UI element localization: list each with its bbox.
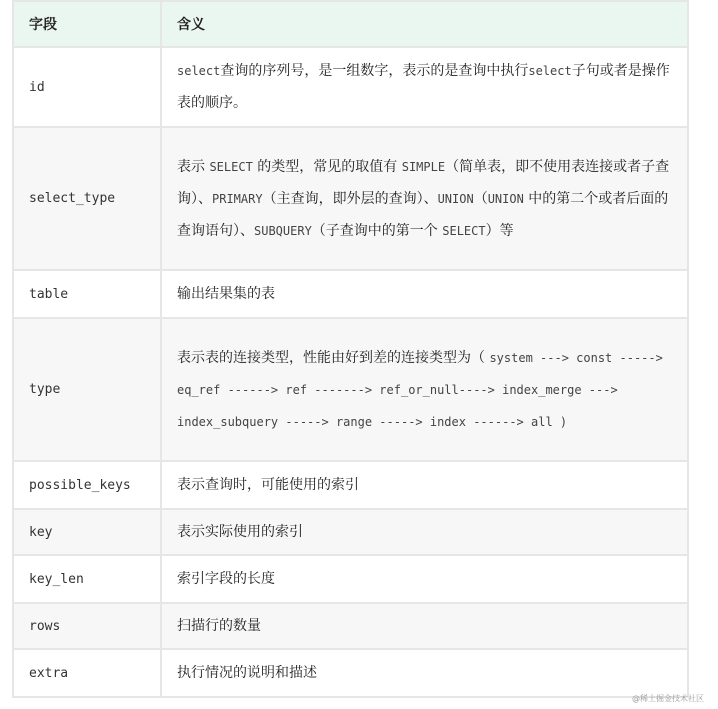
field-cell: rows xyxy=(13,603,161,649)
meaning-text: 中的第二个或者后面的查询语句）、 xyxy=(177,190,669,239)
field-cell: type xyxy=(13,318,161,461)
table-row-id xyxy=(13,47,688,127)
field-cell: key xyxy=(13,509,161,555)
meaning-cell: 扫描行的数量 xyxy=(161,603,688,649)
header-field: 字段 xyxy=(13,1,161,47)
meaning-text: （简单表，即不使用表连接或者子查询）、 xyxy=(177,158,670,207)
table-row-extra xyxy=(13,649,688,697)
meaning-text: 的类型，常见的取值有 xyxy=(252,158,402,175)
code-union: UNION xyxy=(487,191,524,206)
meaning-text: 表示 xyxy=(177,158,210,175)
field-table-wrapper xyxy=(12,0,687,698)
code-join-types: system ---> const -----> eq_ref ------> ref -------> ref_or_null----> index_merge ---> index_subquery -----> range -----> index ------> all ) xyxy=(177,350,663,429)
field-cell: id xyxy=(13,47,161,127)
meaning-cell xyxy=(161,127,688,270)
code-simple: SIMPLE xyxy=(401,159,446,174)
code-select: select xyxy=(177,64,221,78)
code-subquery: SUBQUERY xyxy=(254,223,312,238)
meaning-cell xyxy=(161,47,688,127)
field-cell: possible_keys xyxy=(13,461,161,509)
meaning-cell: 输出结果集的表 xyxy=(161,270,688,318)
table-row-rows xyxy=(13,603,688,649)
code-select: select xyxy=(528,64,572,78)
meaning-cell: 索引字段的长度 xyxy=(161,555,688,603)
code-select: SELECT xyxy=(442,223,486,238)
meaning-cell: 表示实际使用的索引 xyxy=(161,509,688,555)
explain-field-table xyxy=(12,0,689,698)
meaning-cell xyxy=(161,318,688,461)
meaning-text: 查询的序列号，是一组数字，表示的是查询中执行 xyxy=(220,63,529,79)
table-row-table xyxy=(13,270,688,318)
field-cell: table xyxy=(13,270,161,318)
table-header-row xyxy=(13,1,688,47)
source-credit: @稀土掘金技术社区 xyxy=(632,694,704,703)
meaning-cell: 表示查询时，可能使用的索引 xyxy=(161,461,688,509)
meaning-text: ）等 xyxy=(485,222,514,239)
code-primary: PRIMARY xyxy=(212,191,263,206)
table-row-type xyxy=(13,318,688,461)
meaning-text: （子查询中的第一个 xyxy=(311,222,443,239)
code-select: SELECT xyxy=(209,159,253,174)
field-cell: key_len xyxy=(13,555,161,603)
meaning-text: （主查询，即外层的查询）、 xyxy=(262,190,438,207)
meaning-cell: 执行情况的说明和描述 xyxy=(161,649,688,697)
meaning-text: 子句或者是操作表的顺序。 xyxy=(177,63,670,111)
field-cell: select_type xyxy=(13,127,161,270)
table-row-possible-keys xyxy=(13,461,688,509)
header-meaning: 含义 xyxy=(161,1,688,47)
table-row-select-type xyxy=(13,127,688,270)
meaning-text: （ xyxy=(473,190,488,207)
table-row-key xyxy=(13,509,688,555)
field-cell: extra xyxy=(13,649,161,697)
meaning-text: 表示表的连接类型，性能由好到差的连接类型为（ xyxy=(177,349,490,366)
table-row-key-len xyxy=(13,555,688,603)
code-union: UNION xyxy=(437,191,474,206)
